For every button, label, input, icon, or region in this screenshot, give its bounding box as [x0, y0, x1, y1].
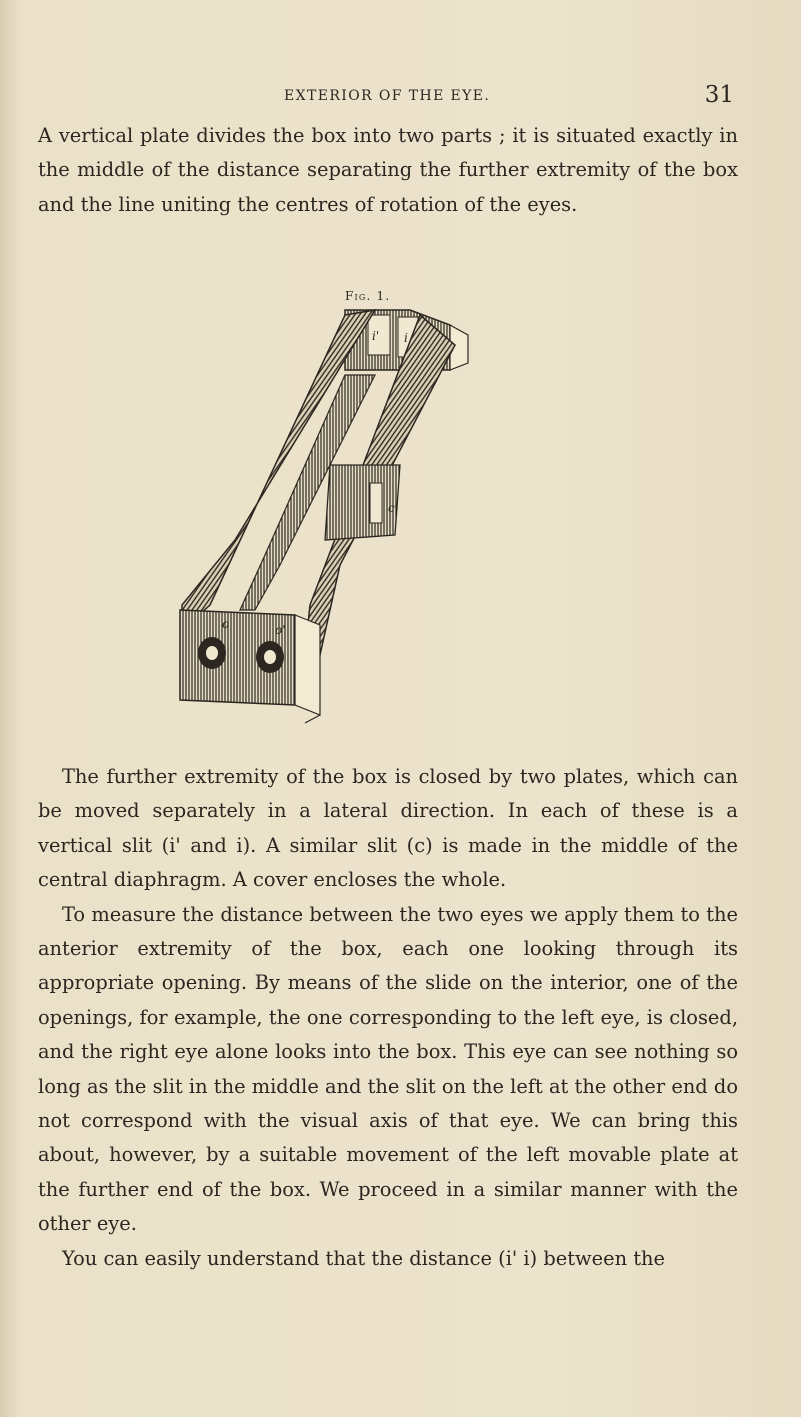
paragraph: You can easily understand that the distance (i' i) between the	[62, 1246, 665, 1270]
label-c: c	[388, 501, 395, 515]
box-diagram-illustration	[170, 305, 540, 725]
paragraph: A vertical plate divides the box into two parts ; it is situated exactly in the middle of the distance separating the further extremity of the box and the line uniting the centres of rotation of the eyes.	[38, 124, 738, 216]
paragraph: The further extremity of the box is closed by two plates, which can be moved separately in a lateral direction. In each of these is a vertical slit (i' and i). A similar slit (c) is made in the middle of the central diaphragm. A cover encloses the whole.	[38, 765, 738, 892]
figure-caption: Fig. 1.	[345, 289, 391, 303]
label-i-prime: i'	[372, 329, 380, 343]
running-head	[284, 82, 734, 114]
label-o-prime: o'	[275, 623, 286, 637]
page-number: 31	[704, 82, 734, 108]
label-i: i	[404, 331, 408, 345]
bottom-text-block	[38, 760, 738, 1276]
figure-1-box-diagram	[170, 305, 540, 725]
running-head-title: EXTERIOR OF THE EYE.	[284, 88, 491, 104]
label-o: o	[222, 617, 230, 631]
paragraph: To measure the distance between the two eyes we apply them to the anterior extremity of the box, each one looking through its appropriate opening. By means of the slide on the interior, one of the openings, for example, the one corresponding to the left eye, is closed, and the right eye alone looks into the box. This eye can see nothing so long as the slit in the middle and the slit on the left at the other end do not correspond with the visual axis of that eye. We can bring this about, however, by a suitable movement of the left movable plate at the further end of the box. We proceed in a similar manner with the other eye.	[38, 902, 738, 1236]
top-text-block	[38, 119, 738, 222]
